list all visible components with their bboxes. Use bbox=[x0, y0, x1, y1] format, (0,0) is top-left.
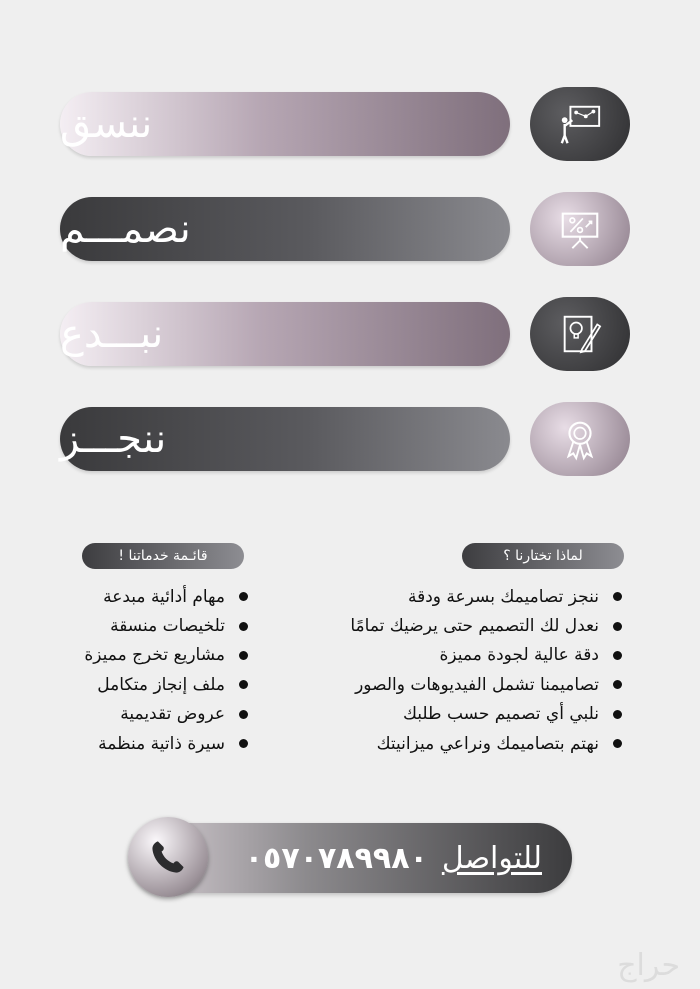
presentation-teacher-icon bbox=[557, 101, 603, 147]
step-pill-create bbox=[60, 302, 510, 366]
step-pill-deliver bbox=[60, 407, 510, 471]
phone-icon bbox=[146, 835, 190, 879]
list-item: ننجز تصاميمك بسرعة ودقة bbox=[350, 582, 622, 611]
step-icon-container bbox=[530, 402, 630, 476]
list-item: نهتم بتصاميمك ونراعي ميزانيتك bbox=[350, 729, 622, 758]
lightbulb-pencil-icon bbox=[557, 311, 603, 357]
list-item: مشاريع تخرج مميزة bbox=[84, 641, 248, 670]
step-icon-container bbox=[530, 87, 630, 161]
list-item: سيرة ذاتية منظمة bbox=[84, 729, 248, 758]
step-label: نصمـــم bbox=[60, 206, 191, 252]
step-pill-design bbox=[60, 197, 510, 261]
list-item: مهام أدائية مبدعة bbox=[84, 582, 248, 611]
services-title-text: قائـمة خدماتنا ! bbox=[118, 548, 208, 564]
step-label: ننسق bbox=[60, 101, 153, 147]
list-item: دقة عالية لجودة مميزة bbox=[350, 641, 622, 670]
watermark-logo: حراج bbox=[617, 948, 680, 983]
phone-button[interactable] bbox=[128, 817, 208, 897]
contact-label: للتواصل bbox=[441, 840, 542, 876]
contact-number[interactable]: ٠٥٧٠٧٨٩٩٨٠ bbox=[244, 840, 428, 876]
list-item: ملف إنجاز متكامل bbox=[84, 670, 248, 699]
services-list bbox=[84, 582, 248, 758]
list-item: تصاميمنا تشمل الفيديوهات والصور bbox=[350, 670, 622, 699]
step-icon-container bbox=[530, 192, 630, 266]
why-us-list bbox=[350, 582, 622, 758]
why-us-title-text: لماذا تختارنا ؟ bbox=[503, 548, 583, 564]
award-ribbon-icon bbox=[557, 416, 603, 462]
contact-text bbox=[245, 823, 542, 893]
why-us-title bbox=[462, 543, 624, 569]
step-label: نبـــدع bbox=[60, 311, 164, 357]
list-item: تلخيصات منسقة bbox=[84, 611, 248, 640]
step-pill-coordinate bbox=[60, 92, 510, 156]
list-item: عروض تقديمية bbox=[84, 700, 248, 729]
step-icon-container bbox=[530, 297, 630, 371]
list-item: نعدل لك التصميم حتى يرضيك تمامًا bbox=[350, 611, 622, 640]
list-item: نلبي أي تصميم حسب طلبك bbox=[350, 700, 622, 729]
services-title bbox=[82, 543, 244, 569]
percent-board-icon bbox=[557, 206, 603, 252]
step-label: ننجـــز bbox=[60, 416, 167, 462]
